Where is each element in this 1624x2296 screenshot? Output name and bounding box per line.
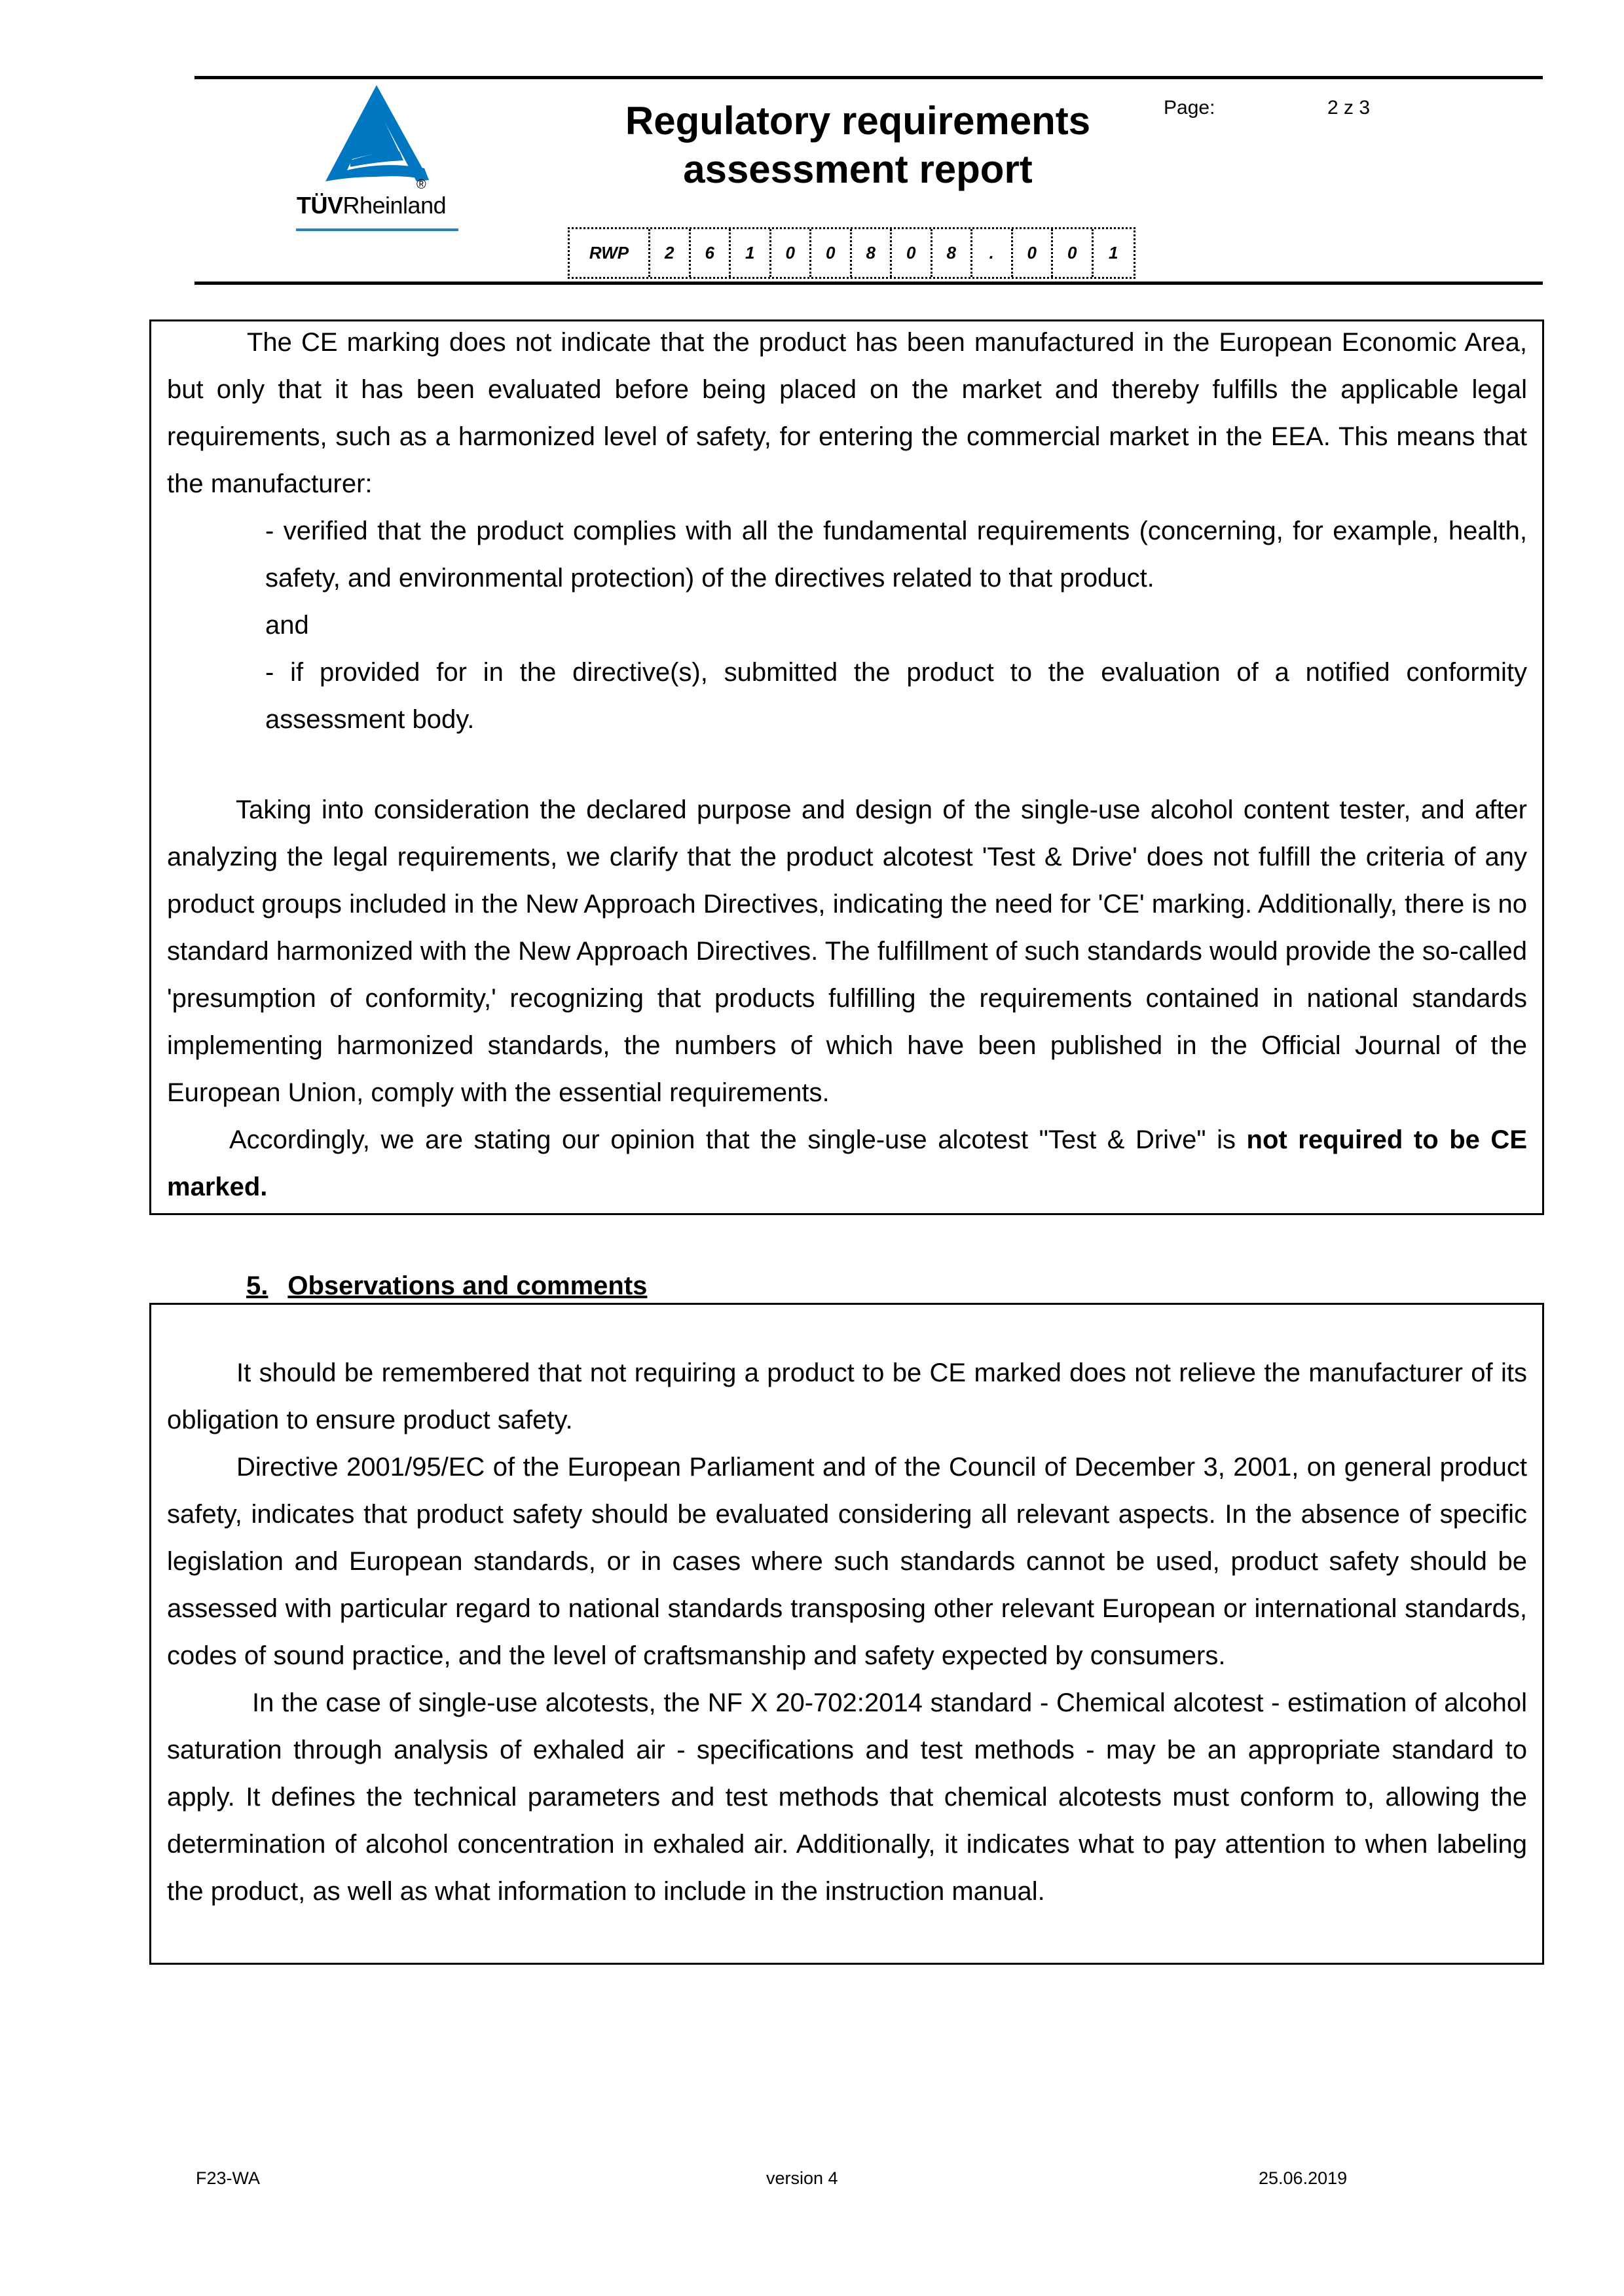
logo-brand-bold: TÜV bbox=[297, 192, 343, 219]
ce-paragraph-1-text: The CE marking does not indicate that the product has been manufactured in the European Economic Area, but only that it has been evaluated before being placed on the market and thereby fulfills the applicable legal requirements, such as a harmonized level of safety, for entering the commercial market in the EEA. This means that the manufacturer: bbox=[167, 328, 1527, 498]
conclusion-text: Accordingly, we are stating our opinion that the single-use alcotest "Test & Drive" is bbox=[229, 1125, 1247, 1154]
observation-paragraph: In the case of single-use alcotests, the NF X 20-702:2014 standard - Chemical alcotest - estimation of alcohol saturation through analysis of exhaled air - specifications and test methods - may be an appropriate standard to apply. It defines the technical parameters and test methods that chemical alcotests must conform to, allowing the determination of alcohol concentration in exhaled air. Additionally, it indicates what to pay attention to when labeling the product, as well as what information to include in the instruction manual. bbox=[167, 1688, 1527, 1906]
observations-text bbox=[167, 1349, 1527, 1915]
header-top-rule bbox=[194, 76, 1543, 79]
rwp-cell: 0 bbox=[1013, 229, 1054, 277]
rwp-cell: 6 bbox=[691, 229, 731, 277]
observation-paragraph: It should be remembered that not requiring a product to be CE marked does not relieve the manufacturer of its obligation to ensure product safety. bbox=[167, 1358, 1527, 1434]
manufacturer-obligations-list bbox=[265, 507, 1527, 743]
header-column-divider bbox=[1154, 79, 1156, 282]
rwp-label: RWP bbox=[570, 229, 650, 277]
ce-conclusion bbox=[167, 1116, 1527, 1211]
list-conjunction: and bbox=[265, 611, 309, 640]
title-line-2: assessment report bbox=[683, 147, 1033, 191]
rwp-cell: 0 bbox=[811, 229, 852, 277]
section-number: 5. bbox=[246, 1271, 268, 1300]
list-item: - verified that the product complies with all the fundamental requirements (concerning, for example, health, safety, and environmental protection) of the directives related to that product. bbox=[265, 517, 1527, 592]
tuv-triangle-logo-icon bbox=[288, 82, 465, 187]
logo-underline bbox=[296, 228, 458, 231]
conclusion-bold-text: not required to be CE marked. bbox=[167, 1125, 1527, 1201]
rwp-cell: 1 bbox=[731, 229, 771, 277]
page-label: Page: bbox=[1164, 97, 1215, 118]
title-line-1: Regulatory requirements bbox=[625, 99, 1091, 143]
logo-wordmark bbox=[297, 192, 446, 219]
list-item: - if provided for in the directive(s), submitted the product to the evaluation of a notified conformity assessment body. bbox=[265, 658, 1527, 734]
footer-form-code: F23-WA bbox=[196, 2168, 261, 2188]
rwp-cell: . bbox=[972, 229, 1013, 277]
section-5-heading bbox=[246, 1271, 647, 1301]
page-number: 2 z 3 bbox=[1327, 97, 1371, 118]
ce-paragraph-1 bbox=[167, 319, 1527, 507]
registered-mark: ® bbox=[416, 177, 426, 192]
footer-version: version 4 bbox=[766, 2168, 838, 2188]
rwp-cell: 1 bbox=[1109, 243, 1118, 263]
rwp-cell: 0 bbox=[771, 229, 812, 277]
header-bottom-rule bbox=[194, 282, 1543, 285]
document-title bbox=[570, 97, 1146, 194]
ce-paragraph-2-text: Taking into consideration the declared purpose and design of the single-use alcohol content tester, and after analyzing the legal requirements, we clarify that the product alcotest 'Test & Drive' does not fulfill the criteria of any product groups included in the New Approach Directives, indicating the need for 'CE' marking. Additionally, there is no standard harmonized with the New Approach Directives. The fulfillment of such standards would provide the so-called 'presumption of conformity,' recognizing that products fulfilling the requirements contained in national standards implementing harmonized standards, the numbers of which have been published in the Official Journal of the European Union, comply with the essential requirements. bbox=[167, 795, 1527, 1107]
observation-paragraph: Directive 2001/95/EC of the European Parliament and of the Council of December 3, 2001, on general product safety, indicates that product safety should be evaluated considering all relevant aspects. In the absence of specific legislation and European standards, or in cases where such standards cannot be used, product safety should be assessed with particular regard to national standards transposing other relevant European or international standards, codes of sound practice, and the level of craftsmanship and safety expected by consumers. bbox=[167, 1453, 1527, 1670]
section-title: Observations and comments bbox=[287, 1271, 648, 1300]
rwp-cell: 2 bbox=[650, 229, 691, 277]
rwp-cell: 0 bbox=[892, 229, 932, 277]
tuv-rheinland-logo bbox=[288, 82, 465, 239]
rwp-reference-box bbox=[568, 227, 1135, 279]
rwp-cell: 0 bbox=[1053, 229, 1094, 277]
rwp-cell: 8 bbox=[932, 229, 973, 277]
rwp-cell: 8 bbox=[852, 229, 893, 277]
ce-paragraph-2 bbox=[167, 786, 1527, 1211]
footer-date: 25.06.2019 bbox=[1259, 2168, 1348, 2188]
logo-brand-regular: Rheinland bbox=[342, 192, 447, 219]
